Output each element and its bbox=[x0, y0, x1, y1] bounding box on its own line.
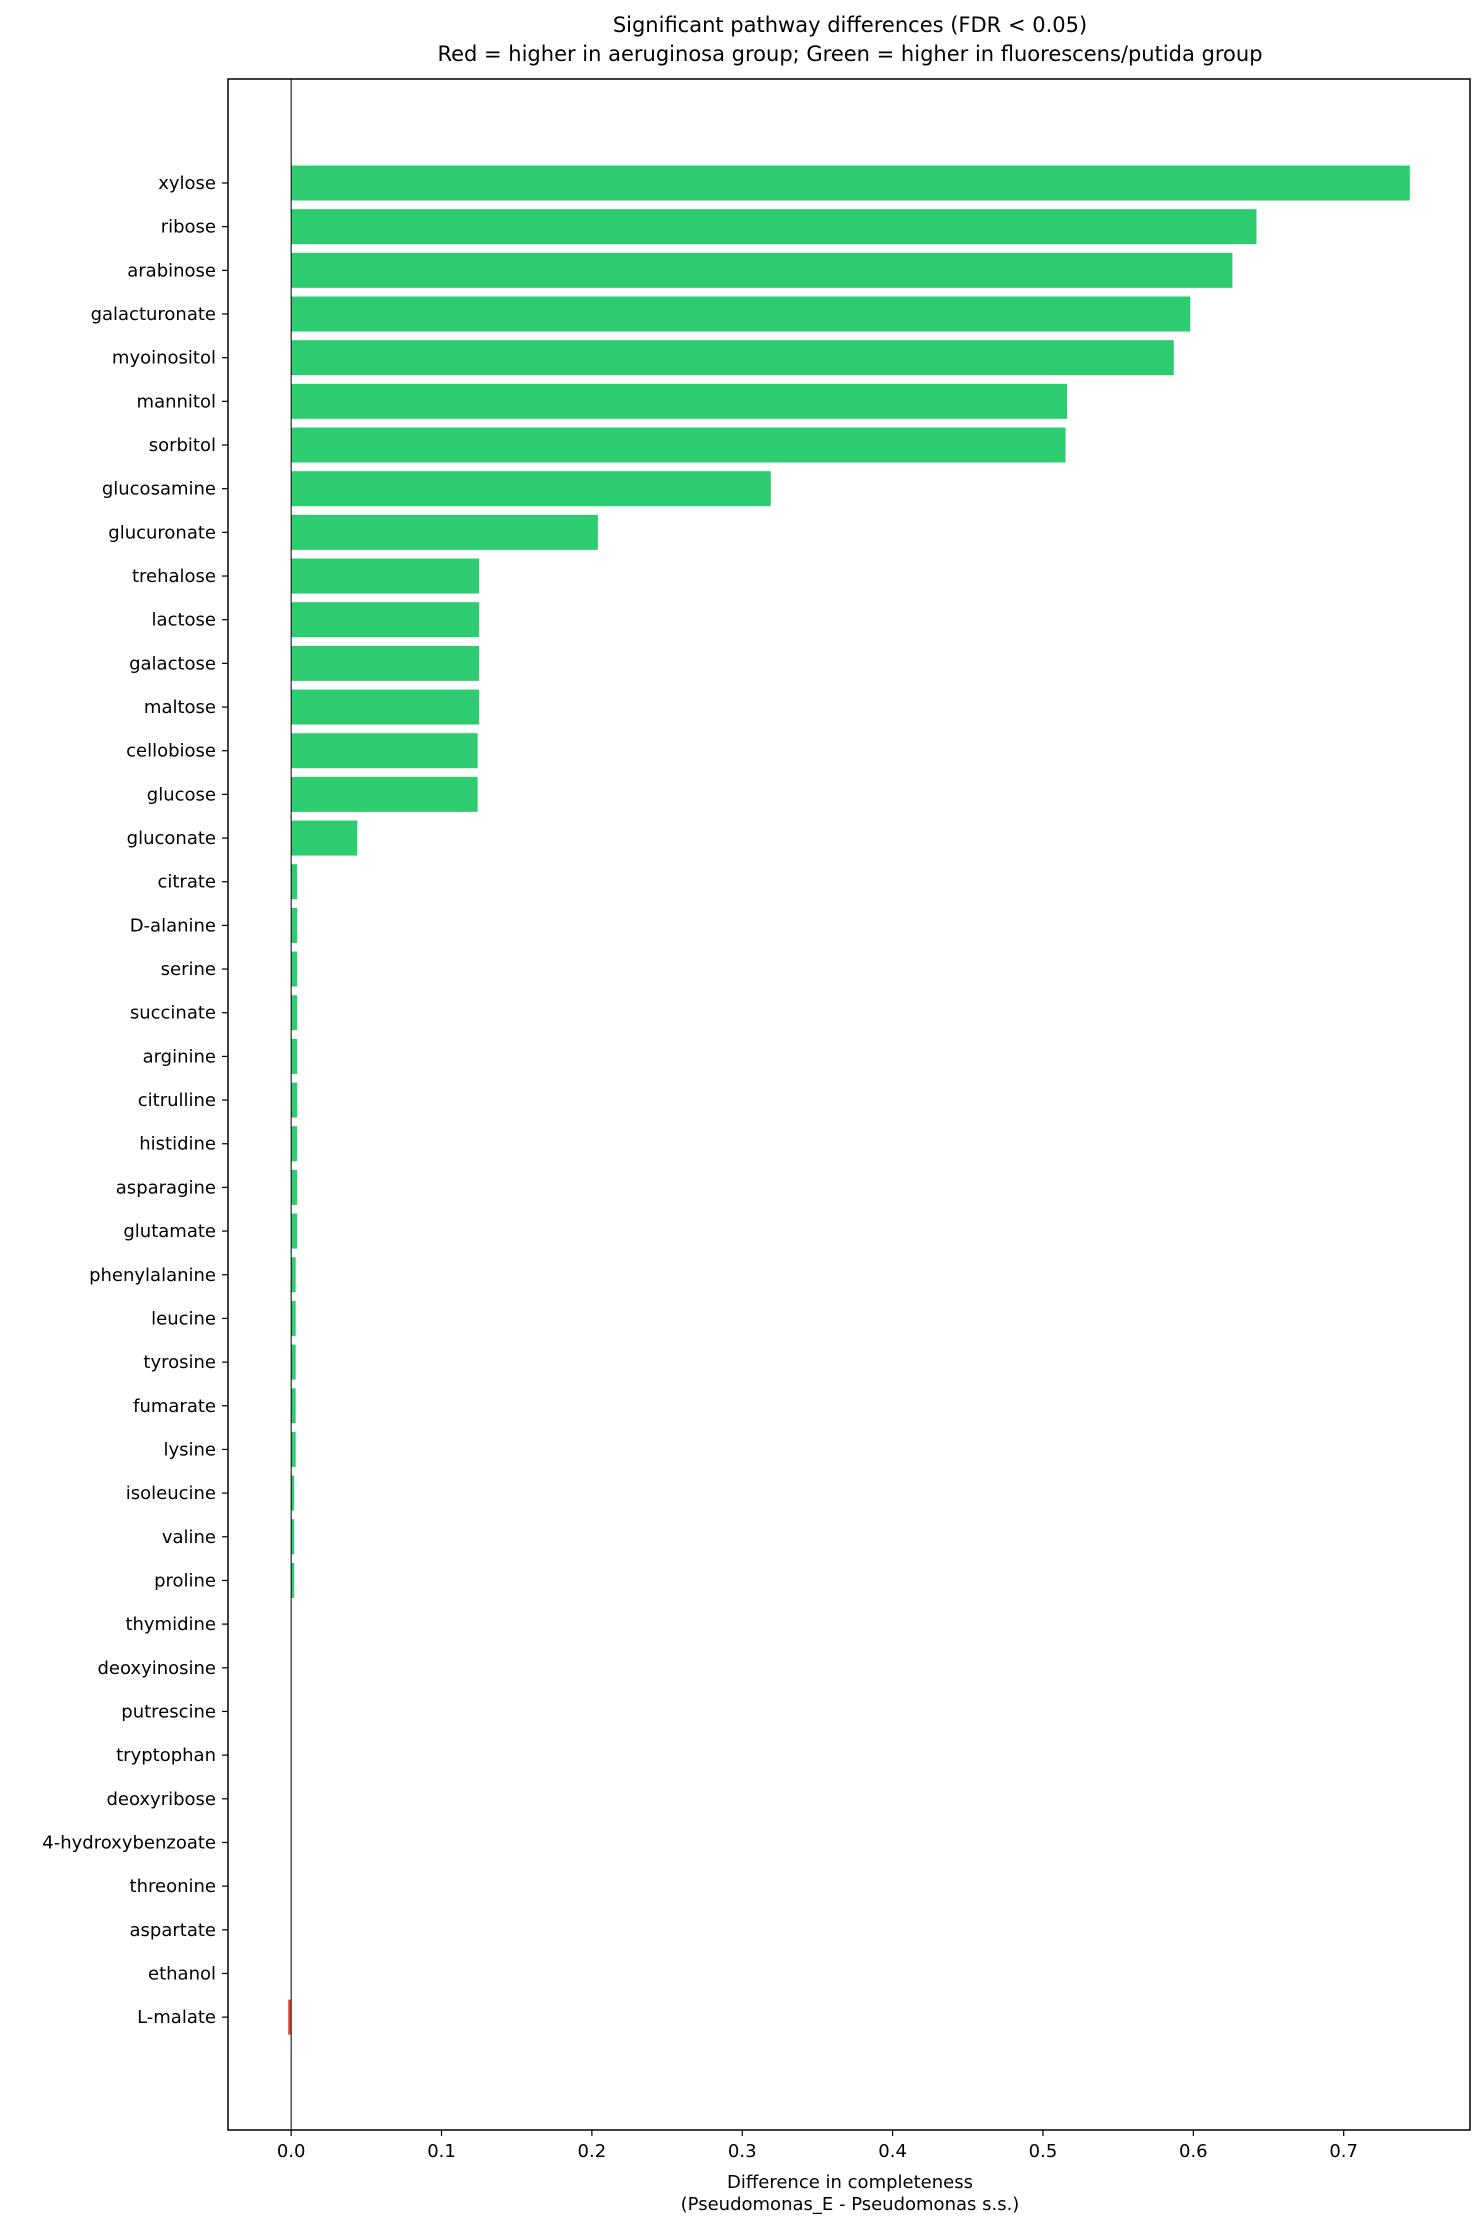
y-tick-label: aspartate bbox=[129, 1919, 216, 1941]
y-tick-label: asparagine bbox=[115, 1177, 216, 1199]
bar-maltose bbox=[291, 690, 479, 725]
y-tick-label: cellobiose bbox=[126, 740, 216, 762]
y-tick-label: ethanol bbox=[148, 1963, 216, 1985]
y-tick-label: lactose bbox=[151, 609, 216, 631]
y-tick-label: tryptophan bbox=[116, 1745, 216, 1767]
y-tick-label: trehalose bbox=[131, 566, 216, 588]
bar-leucine bbox=[291, 1301, 296, 1336]
bar-histidine bbox=[291, 1126, 297, 1161]
bar-asparagine bbox=[291, 1170, 297, 1205]
y-tick-label: ribose bbox=[160, 216, 216, 238]
y-tick-label: lysine bbox=[163, 1439, 216, 1461]
y-tick-label: citrulline bbox=[137, 1090, 216, 1112]
y-axis bbox=[42, 173, 228, 2028]
bar-ribose bbox=[291, 209, 1256, 244]
y-tick-label: arabinose bbox=[127, 260, 216, 282]
y-tick-label: glucuronate bbox=[108, 522, 216, 544]
y-tick-label: valine bbox=[161, 1526, 216, 1548]
bar-galactose bbox=[291, 646, 479, 681]
bars-layer bbox=[288, 166, 1410, 2035]
bar-cellobiose bbox=[291, 733, 477, 768]
y-tick-label: tyrosine bbox=[143, 1352, 216, 1374]
y-tick-label: glucosamine bbox=[101, 478, 216, 500]
bar-myoinositol bbox=[291, 340, 1174, 375]
bar-mannitol bbox=[291, 384, 1067, 419]
y-tick-label: galacturonate bbox=[90, 304, 216, 326]
x-axis bbox=[277, 2130, 1358, 2162]
x-tick-label: 0.1 bbox=[427, 2141, 456, 2162]
bar-glucosamine bbox=[291, 471, 771, 506]
y-tick-label: fumarate bbox=[133, 1395, 216, 1417]
x-tick-label: 0.6 bbox=[1179, 2141, 1208, 2162]
y-tick-label: 4-hydroxybenzoate bbox=[42, 1832, 216, 1854]
bar-arabinose bbox=[291, 253, 1232, 288]
y-tick-label: maltose bbox=[143, 697, 216, 719]
y-tick-label: gluconate bbox=[126, 828, 216, 850]
y-tick-label: phenylalanine bbox=[89, 1264, 216, 1286]
y-tick-label: citrate bbox=[157, 871, 216, 893]
bar-galacturonate bbox=[291, 297, 1190, 332]
y-tick-label: thymidine bbox=[125, 1614, 216, 1636]
bar-glucose bbox=[291, 777, 477, 812]
bar-trehalose bbox=[291, 559, 479, 594]
bar-serine bbox=[291, 952, 297, 987]
y-tick-label: glutamate bbox=[123, 1221, 216, 1243]
bar-glucuronate bbox=[291, 515, 598, 550]
y-tick-label: arginine bbox=[142, 1046, 216, 1068]
y-tick-label: threonine bbox=[129, 1876, 216, 1898]
bar-citrulline bbox=[291, 1083, 297, 1118]
bar-sorbitol bbox=[291, 428, 1065, 463]
bar-D-alanine bbox=[291, 908, 297, 943]
x-tick-label: 0.2 bbox=[577, 2141, 607, 2162]
y-tick-label: mannitol bbox=[136, 391, 216, 413]
x-tick-label: 0.4 bbox=[878, 2141, 907, 2162]
y-tick-label: histidine bbox=[139, 1133, 216, 1155]
chart-subtitle: Red = higher in aeruginosa group; Green = higher in fluorescens/putida group bbox=[437, 42, 1263, 66]
bar-lactose bbox=[291, 602, 479, 637]
bar-succinate bbox=[291, 995, 297, 1030]
bar-tyrosine bbox=[291, 1345, 296, 1380]
y-tick-label: isoleucine bbox=[125, 1483, 216, 1505]
y-tick-label: putrescine bbox=[121, 1701, 216, 1723]
y-tick-label: serine bbox=[160, 959, 216, 981]
x-axis-label-line2: (Pseudomonas_E - Pseudomonas s.s.) bbox=[680, 2194, 1020, 2215]
y-tick-label: proline bbox=[154, 1570, 216, 1592]
chart-title: Significant pathway differences (FDR < 0.05) bbox=[612, 13, 1088, 37]
bar-lysine bbox=[291, 1432, 296, 1467]
y-tick-label: D-alanine bbox=[129, 915, 216, 937]
x-tick-label: 0.7 bbox=[1329, 2141, 1359, 2162]
y-tick-label: leucine bbox=[151, 1308, 216, 1330]
y-tick-label: deoxyinosine bbox=[97, 1657, 216, 1679]
x-tick-label: 0.0 bbox=[276, 2141, 306, 2162]
bar-citrate bbox=[291, 864, 297, 899]
bar-glutamate bbox=[291, 1214, 297, 1249]
x-axis-label: Difference in completeness bbox=[727, 2172, 973, 2193]
y-tick-label: glucose bbox=[146, 784, 216, 806]
bar-xylose bbox=[291, 166, 1410, 201]
bar-gluconate bbox=[291, 821, 357, 856]
y-tick-label: L-malate bbox=[137, 2007, 216, 2029]
bar-phenylalanine bbox=[291, 1257, 296, 1292]
y-tick-label: xylose bbox=[158, 173, 216, 194]
y-tick-label: myoinositol bbox=[111, 347, 216, 369]
x-tick-label: 0.5 bbox=[1028, 2141, 1058, 2162]
bar-arginine bbox=[291, 1039, 297, 1074]
y-tick-label: galactose bbox=[129, 653, 216, 675]
bar-fumarate bbox=[291, 1388, 296, 1423]
y-tick-label: succinate bbox=[129, 1002, 216, 1024]
x-tick-label: 0.3 bbox=[727, 2141, 757, 2162]
y-tick-label: deoxyribose bbox=[106, 1788, 216, 1810]
y-tick-label: sorbitol bbox=[148, 435, 216, 457]
